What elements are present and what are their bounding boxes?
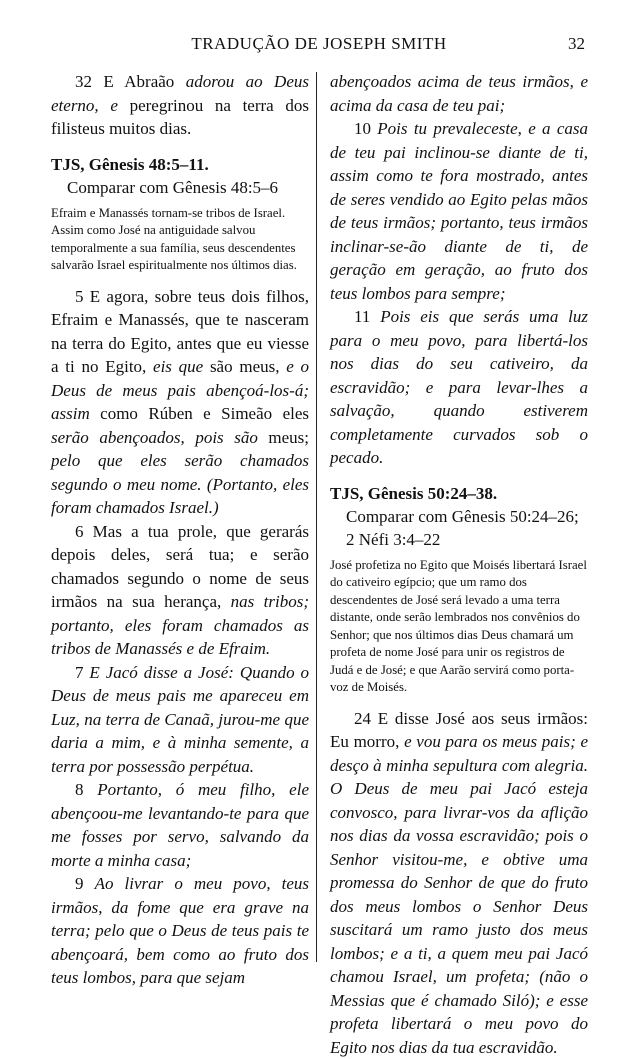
right-column xyxy=(330,70,588,1059)
verse-32 xyxy=(51,70,309,141)
verse-24 xyxy=(330,707,588,1059)
roman-text: 10 xyxy=(354,119,377,138)
roman-text: 8 xyxy=(75,780,97,799)
roman-text: 5 E agora, sobre teus dois filhos, Efraim e Manassés, que te nasceram na terra do Egito, antes que eu viesse a ti no Egito, xyxy=(51,287,309,377)
italic-text: adorou ao Deus eterno, e xyxy=(51,72,309,115)
italic-text: Pois tu prevaleceste, e a casa de teu pai inclinou-se diante de ti, assim como te fora mostrado, antes de seres vendido ao Egito pelas mãos de teus irmãos; portanto, teus irmãos inclinar-se-ão diante de ti, de geração em geração, ao fruto dos teus lombos para sempre; xyxy=(330,119,588,303)
verse-5 xyxy=(51,285,309,520)
roman-text: como Rúben e Simeão eles xyxy=(90,404,309,423)
section-summary: Efraim e Manassés tornam-se tribos de Israel. Assim como José na antiguidade salvou temporalmente a sua família, seus descendentes salvarão Israel espiritualmente nos últimos dias. xyxy=(51,205,309,275)
italic-text: abençoados acima de teus irmãos, e acima da casa de teu pai; xyxy=(330,72,588,115)
verse-7 xyxy=(51,661,309,779)
roman-text: são meus, xyxy=(203,357,286,376)
roman-text: 9 xyxy=(75,874,95,893)
verse-6 xyxy=(51,520,309,661)
roman-text: 6 Mas a tua prole, que gerarás depois deles, será tua; e serão chamados segundo o nome de seus irmãos na sua herança, xyxy=(51,522,309,612)
verse-9-continued xyxy=(330,70,588,117)
verse-9 xyxy=(51,872,309,990)
section-summary: José profetiza no Egito que Moisés libertará Israel do cativeiro egípcio; que um ramo dos descendentes de José será levado a uma terra distante, onde serão lembrados nos convênios do Senhor; que nos últimos dias Deus chamará um profeta de nome José para unir os registros de Judá e de José; e que Aarão servirá como porta-voz de Moisés. xyxy=(330,557,588,697)
italic-text: Ao livrar o meu povo, teus irmãos, da fome que era grave na terra; pelo que o Deus de teus pais te abençoará, bem como ao fruto dos teus lombos, para que sejam xyxy=(51,874,309,987)
italic-text: serão abençoados, pois são xyxy=(51,428,258,447)
section-heading-genesis-48 xyxy=(51,153,309,199)
italic-text: e o Deus de meus pais abençoá-los-á; assim xyxy=(51,357,309,423)
italic-text: eis que xyxy=(153,357,203,376)
roman-text: 24 E disse José aos seus irmãos: Eu morro, xyxy=(330,709,588,752)
page-number: 32 xyxy=(568,34,585,54)
italic-text: Portanto, ó meu filho, ele abençoou-me levantando-te para que me fosses por servo, salvando da morte a minha casa; xyxy=(51,780,309,870)
section-compare: Comparar com Gênesis 50:24–26; 2 Néfi 3:4–22 xyxy=(330,505,588,551)
italic-text: E Jacó disse a José: Quando o Deus de meus pais me apareceu em Luz, na terra de Canaã, jurou-me que daria a mim, e à minha semente, a terra por possessão perpétua. xyxy=(51,663,309,776)
verse-11 xyxy=(330,305,588,470)
verse-8 xyxy=(51,778,309,872)
italic-text: e vou para os meus pais; e desço à minha sepultura com alegria. O Deus de meu pai Jacó esteja convosco, para livrar-vos da aflição nos dias da vossa escravidão; pois o Senhor visitou-me, e obtive uma promessa do Senhor de que do fruto dos meus lombos o Senhor Deus suscitará um ramo justo dos meus lombos; e a ti, a quem meu pai Jacó chamou Israel, um profeta; (não o Messias que é chamado Siló); e esse profeta libertará o meu povo do Egito nos dias da tua escravidão. xyxy=(330,732,588,1057)
roman-text: peregrinou na terra dos filisteus muitos dias. xyxy=(51,96,309,139)
roman-text: 7 xyxy=(75,663,89,682)
verse-10 xyxy=(330,117,588,305)
roman-text: 32 E Abraão xyxy=(75,72,186,91)
left-column xyxy=(51,70,309,990)
running-head xyxy=(0,34,638,60)
running-title: TRADUÇÃO DE JOSEPH SMITH xyxy=(0,34,638,54)
section-reference: TJS, Gênesis 50:24–38. xyxy=(330,482,588,505)
italic-text: nas tribos; portanto, eles foram chamados as tribos de Manassés e de Efraim. xyxy=(51,592,309,658)
section-heading-genesis-50 xyxy=(330,482,588,551)
roman-text: 11 xyxy=(354,307,380,326)
roman-text: meus; xyxy=(258,428,309,447)
column-divider xyxy=(316,72,317,962)
italic-text: Pois eis que serás uma luz para o meu povo, para libertá-los nos dias do seu cativeiro, da escravidão; e para levar-lhes a salvação, quando estiverem completamente curvados sob o pecado. xyxy=(330,307,588,467)
section-compare: Comparar com Gênesis 48:5–6 xyxy=(51,176,309,199)
section-reference: TJS, Gênesis 48:5–11. xyxy=(51,153,309,176)
italic-text: pelo que eles serão chamados segundo o meu nome. (Portanto, eles foram chamados Israel.) xyxy=(51,451,309,517)
